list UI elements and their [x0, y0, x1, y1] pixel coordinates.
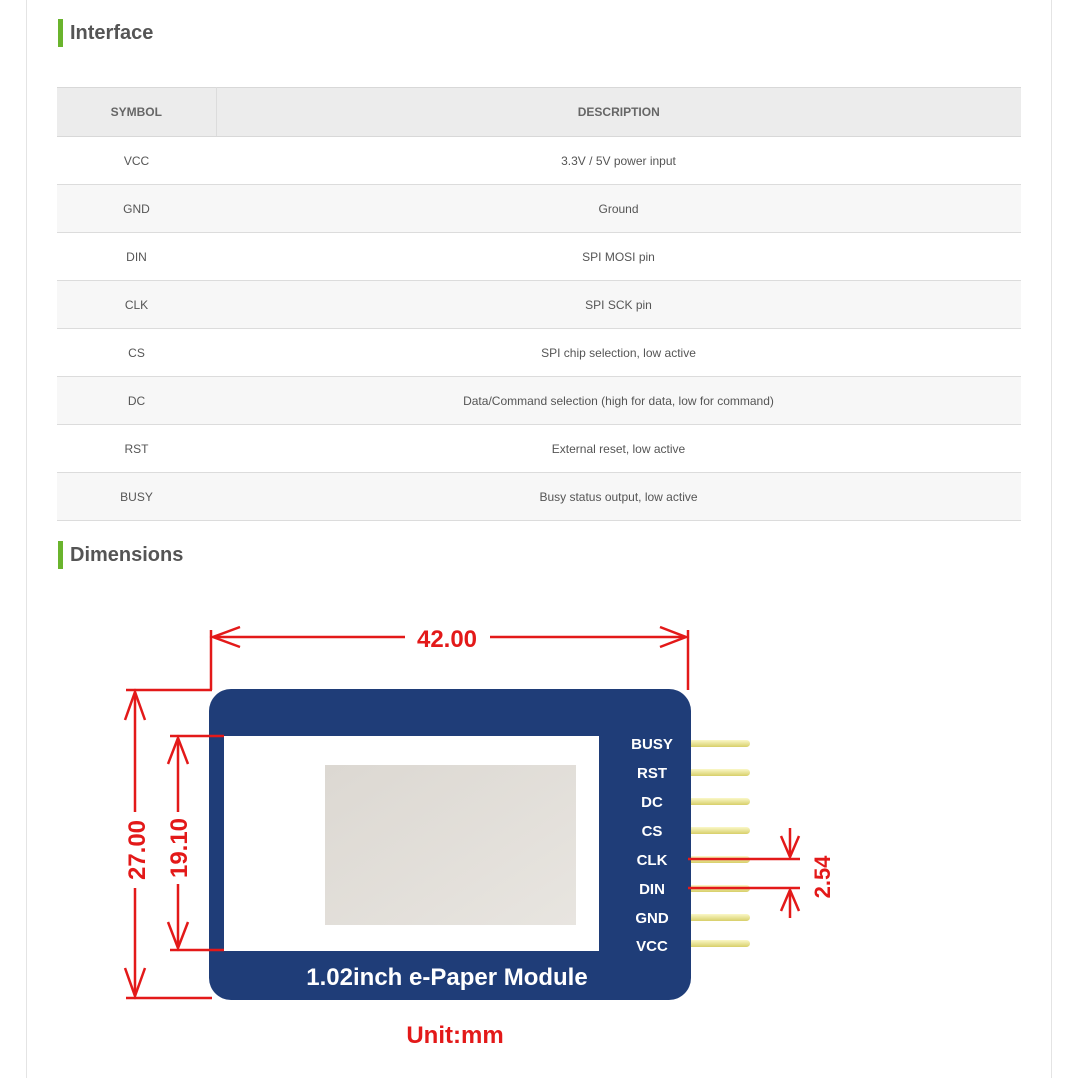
display-height-label: 19.10	[166, 817, 193, 879]
dimension-drawing	[100, 600, 860, 1060]
symbol-cell: DIN	[57, 233, 216, 281]
pin-label-cs: CS	[641, 823, 663, 840]
table-row	[57, 137, 1021, 185]
unit-label: Unit:mm	[406, 1022, 504, 1049]
interface-table	[57, 87, 1021, 521]
table-row	[57, 233, 1021, 281]
description-cell: Data/Command selection (high for data, low for command)	[216, 377, 1021, 425]
table-row	[57, 377, 1021, 425]
table-row	[57, 473, 1021, 521]
pin-label-din: DIN	[639, 881, 665, 898]
symbol-cell: CLK	[57, 281, 216, 329]
pin-label-dc: DC	[641, 794, 663, 811]
display-active-area	[325, 765, 576, 925]
dimensions-title: Dimensions	[70, 543, 184, 566]
pin-label-gnd: GND	[635, 910, 669, 927]
interface-title: Interface	[70, 21, 154, 44]
module-name: 1.02inch e-Paper Module	[306, 964, 588, 991]
description-cell: Ground	[216, 185, 1021, 233]
heading-accent-bar	[58, 541, 63, 569]
symbol-cell: DC	[57, 377, 216, 425]
table-header-row	[57, 88, 1021, 137]
pitch-label: 2.54	[810, 855, 835, 899]
description-cell: External reset, low active	[216, 425, 1021, 473]
dimensions-heading	[58, 541, 183, 569]
pin-label-rst: RST	[637, 765, 667, 782]
description-cell: Busy status output, low active	[216, 473, 1021, 521]
symbol-cell: GND	[57, 185, 216, 233]
symbol-cell: RST	[57, 425, 216, 473]
description-cell: SPI chip selection, low active	[216, 329, 1021, 377]
pin-label-clk: CLK	[636, 852, 668, 869]
pin-label-vcc: VCC	[636, 938, 668, 955]
description-cell: 3.3V / 5V power input	[216, 137, 1021, 185]
column-header-symbol: SYMBOL	[57, 88, 216, 137]
symbol-cell: BUSY	[57, 473, 216, 521]
symbol-cell: CS	[57, 329, 216, 377]
symbol-cell: VCC	[57, 137, 216, 185]
height-label: 27.00	[124, 819, 151, 881]
description-cell: SPI MOSI pin	[216, 233, 1021, 281]
description-cell: SPI SCK pin	[216, 281, 1021, 329]
table-row	[57, 281, 1021, 329]
interface-heading	[58, 19, 153, 47]
heading-accent-bar	[58, 19, 63, 47]
column-header-description: DESCRIPTION	[216, 88, 1021, 137]
pin-label-busy: BUSY	[631, 736, 673, 753]
table-row	[57, 425, 1021, 473]
table-row	[57, 329, 1021, 377]
width-label: 42.00	[416, 626, 478, 653]
table-row	[57, 185, 1021, 233]
